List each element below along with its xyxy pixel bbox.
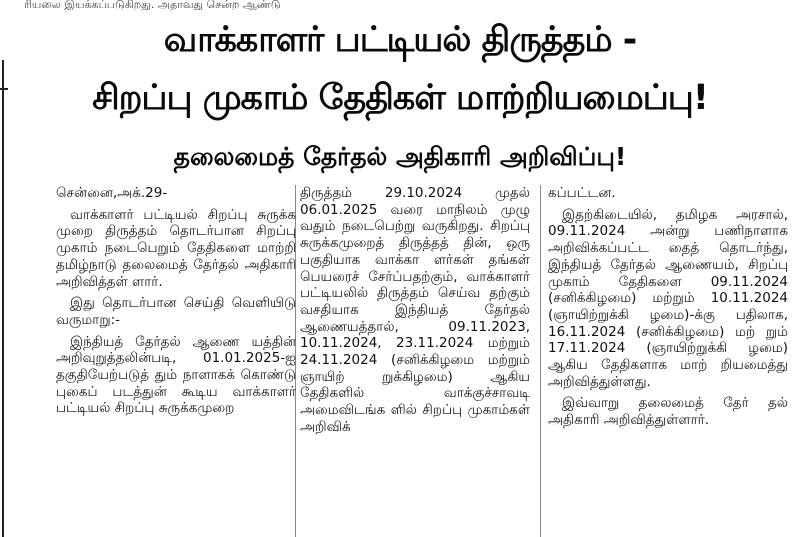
previous-article-fragment: ரியலை இயக்கப்படுகிறது. அதாவது சென்ற ஆண்டு — [24, 0, 281, 10]
paragraph: இது தொடர்பான செய்தி வெளியிடு வருமாறு:- — [56, 295, 296, 328]
dateline: சென்னை,அக்.29- — [56, 185, 168, 201]
article-column-1 — [56, 185, 296, 422]
paragraph: திருத்தம் 29.10.2024 முதல் 06.01.2025 வரை மாநிலம் முழு வதும் நடைபெற்று வருகிறது. சிறப்பு சுருக்கமுறைத் திருத்தத் தின், ஒரு பகுதியாக வாக்கா ளர்கள் தங்கள் பெயரைச் சேர்ப்பதற்கும், வாக்காளர் பட்டியலில் திருத்தம் செய்வ தற்கும் வசதியாக இந்தியத் தேர்தல் ஆணையத்தால், 09.11.2023, 10.11.2024, 23.11.2024 மற்றும் 24.11.2024 (சனிக்கிழமை மற்றும் ஞாயிற் றுக்கிழமை) ஆகிய தேதிகளில் வாக்குச்சாவடி அமைவிடங்க ளில் சிறப்பு முகாம்கள் அறிவிக் — [300, 185, 530, 435]
column-divider-2 — [540, 185, 541, 537]
subheadline: தலைமைத் தேர்தல் அதிகாரி அறிவிப்பு! — [173, 142, 627, 171]
article-column-2 — [300, 185, 530, 441]
paragraph: கப்பட்டன. — [548, 185, 616, 201]
paragraph: இதற்கிடையில், தமிழக அரசால், 09.11.2024 அன்று பணிநாளாக அறிவிக்கப்பட்ட தைத் தொடர்ந்து, இந்தியத் தேர்தல் ஆணையம், சிறப்பு முகாம் தேதிகளை 09.11.2024 (சனிக்கிழமை) மற்றும் 10.11.2024 (ஞாயிற்றுக்கி ழமை)-க்கு பதிலாக, 16.11.2024 (சனிக்கிழமை) மற் றும் 17.11.2024 (ஞாயிற்றுக்கி ழமை) ஆகிய தேதிகளாக மாற் றியமைத்து அறிவித்துள்ளது. — [548, 206, 788, 390]
column-divider-left — [2, 60, 4, 537]
headline-line-1: வாக்காளர் பட்டியல் திருத்தம் - — [163, 20, 637, 60]
column-divider-tick — [0, 88, 8, 90]
headline-line-2: சிறப்பு முகாம் தேதிகள் மாற்றியமைப்பு! — [92, 78, 708, 118]
article-column-3 — [548, 185, 788, 434]
paragraph: வாக்காளர் பட்டியல் சிறப்பு சுருக்க முறை திருத்தம் தொடர்பான சிறப்பு முகாம் நடைபெறும் தேதிகளை மாற்றி தமிழ்நாடு தலைமைத் தேர்தல் அதிகாரி அறிவித்தள் ளார். — [56, 206, 296, 290]
paragraph: இவ்வாறு தலைமைத் தேர் தல் அதிகாரி அறிவித்துள்ளார். — [548, 395, 788, 429]
paragraph: இந்தியத் தேர்தல் ஆணை யத்தின் அறிவுறுத்தலின்படி, 01.01.2025-ஐ தகுதியேற்படுத் தும் நாளாகக் கொண்டு புகைப் படத்துன் கூடிய வாக்காளர் பட்டியல் சிறப்பு சுருக்கமுறை — [56, 333, 296, 417]
